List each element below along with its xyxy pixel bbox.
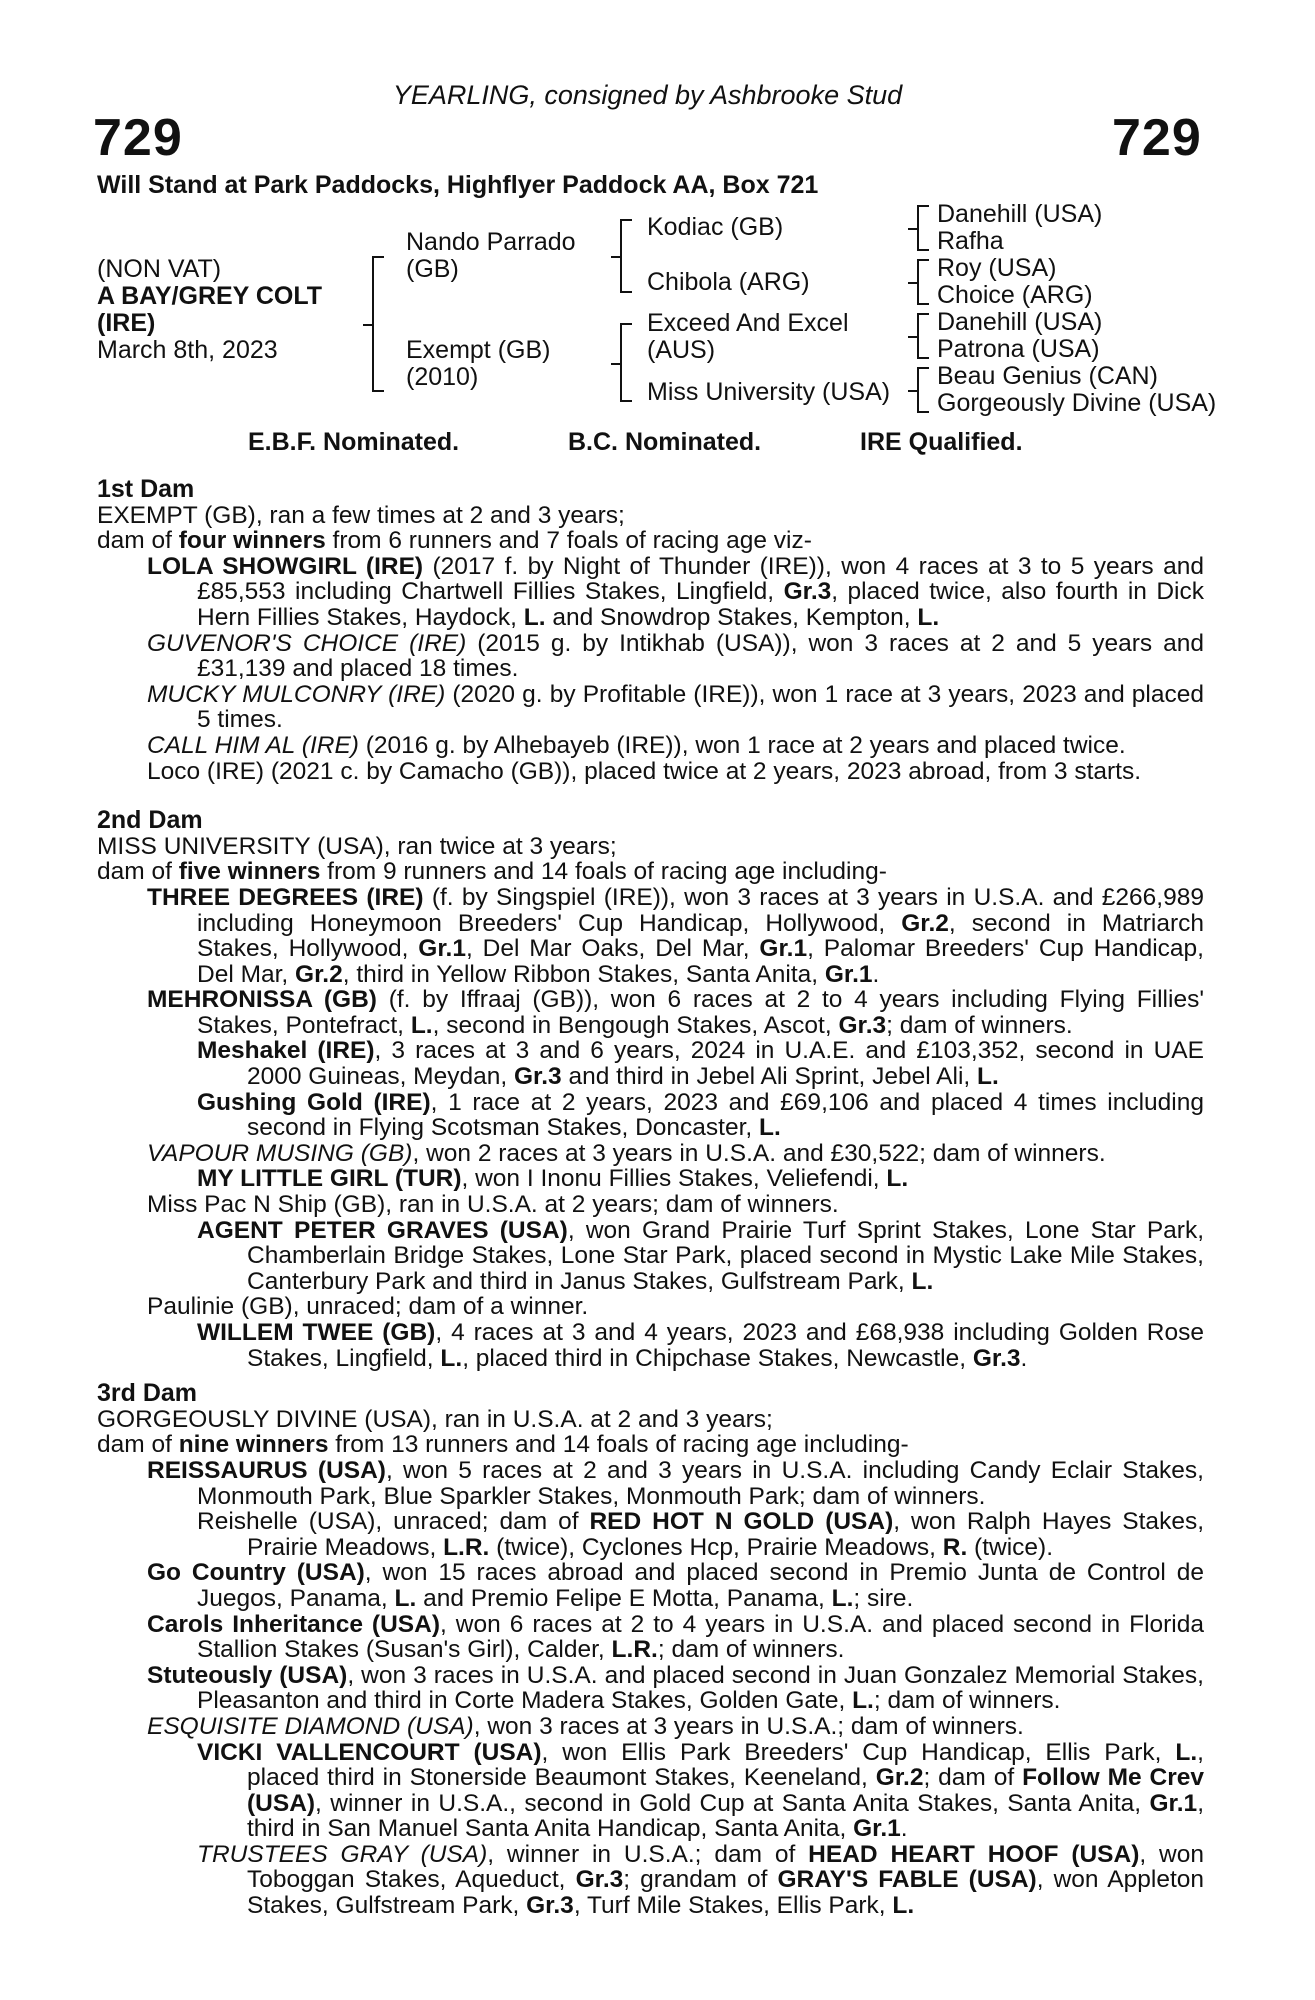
stand-location: Will Stand at Park Paddocks, Highflyer Paddock AA, Box 721 [97, 171, 819, 199]
dam-sire-country: (AUS) [647, 336, 716, 364]
gen3-5: Danehill (USA) [937, 308, 1103, 336]
entry-go-country: Go Country (USA), won 15 races abroad and placed second in Premio Junta de Control de Juegos, Panama, L. and Premio Felipe E Motta, Panama, L.; sire. [147, 1559, 1204, 1612]
sire-dam: Chibola (ARG) [647, 268, 810, 296]
entry-agent-peter-graves: AGENT PETER GRAVES (USA), won Grand Prairie Turf Sprint Stakes, Lone Star Park, Chamberlain Bridge Stakes, Lone Star Park, placed second in Mystic Lake Mile Stakes, Canterbury Park and third in Janus Stakes, Gulfstream Park, L. [197, 1216, 1205, 1295]
entry-vicki-vallencourt: VICKI VALLENCOURT (USA), won Ellis Park Breeders' Cup Handicap, Ellis Park, L., placed third in Stonerside Beaumont Stakes, Keeneland, Gr.2; dam of Follow Me Crev (USA), winner in U.S.A., second in Gold Cup at Santa Anita Stakes, Santa Anita, Gr.1, third in San Manuel Santa Anita Handicap, Santa Anita, Gr.1. [197, 1738, 1204, 1843]
entry-gushing-gold: Gushing Gold (IRE), 1 race at 2 years, 2023 and £69,106 and placed 4 times including second in Flying Scotsman Stakes, Doncaster, L. [197, 1088, 1204, 1142]
gen3-8: Gorgeously Divine (USA) [937, 389, 1217, 417]
entry-reissaurus: REISSAURUS (USA), won 5 races at 2 and 3 years in U.S.A. including Candy Eclair Stakes, Monmouth Park, Blue Sparkler Stakes, Monmouth Park; dam of winners. [147, 1456, 1204, 1510]
entry-stuteously: Stuteously (USA), won 3 races in U.S.A. and placed second in Juan Gonzalez Memorial Stakes, Pleasanton and third in Corte Madera Stakes, Golden Gate, L.; dam of winners. [147, 1661, 1204, 1715]
dam-dam: Miss University (USA) [647, 378, 891, 406]
gen3-3: Roy (USA) [937, 254, 1057, 282]
entry-miss-pac-n-ship: Miss Pac N Ship (GB), ran in U.S.A. at 2 years; dam of winners. [147, 1191, 839, 1219]
entry-vapour-musing: VAPOUR MUSING (GB), won 2 races at 3 years in U.S.A. and £30,522; dam of winners. [147, 1139, 1106, 1167]
entry-mehronissa: MEHRONISSA (GB) (f. by Iffraaj (GB)), won 6 races at 2 to 4 years including Fly﻿ing Fillies' Stakes, Pontefract, L., second in Bengough Stakes, Ascot, Gr.3; dam of winners. [147, 986, 1204, 1039]
entry-guvenors-choice: GUVENOR'S CHOICE (IRE) (2015 g. by Intikhab (USA)), won 3 races at 2 and 5 years and £31,139 and placed 18 times. [147, 629, 1204, 683]
first-dam-produce: dam of four winners from 6 runners and 7 foals of racing age viz- [97, 527, 812, 555]
pedigree-brace [372, 256, 384, 392]
sire-name: Nando Parrado [406, 228, 576, 256]
gen3-7: Beau Genius (CAN) [937, 362, 1158, 390]
dam-name: Exempt (GB) [406, 336, 551, 364]
ebf-nomination: E.B.F. Nominated. [248, 428, 460, 456]
sire-sire: Kodiac (GB) [647, 213, 784, 241]
lot-number-right: 729 [1112, 109, 1202, 167]
section-gap [97, 1371, 1204, 1381]
third-dam-intro: GORGEOUSLY DIVINE (USA), ran in U.S.A. at 2 and 3 years; [97, 1405, 773, 1433]
g3-brace-3 [917, 313, 929, 359]
dam-sire: Exceed And Excel [647, 309, 849, 337]
entry-my-little-girl: MY LITTLE GIRL (TUR), won I Inonu Fillies Stakes, Veliefendi, L. [197, 1165, 909, 1193]
sire-brace [620, 219, 632, 293]
g3-brace-1 [917, 205, 929, 251]
foaling-date: March 8th, 2023 [97, 336, 278, 364]
vat-status: (NON VAT) [97, 255, 222, 283]
horse-country: (IRE) [97, 309, 156, 337]
g3-brace-2 [917, 259, 929, 305]
g3-brace-4 [917, 367, 929, 413]
gen3-4: Choice (ARG) [937, 281, 1093, 309]
entry-esquisite-diamond: ESQUISITE DIAMOND (USA), won 3 races at 3 years in U.S.A.; dam of winners. [147, 1712, 1024, 1740]
entry-call-him-al: CALL HIM AL (IRE) (2016 g. by Alhebayeb (IRE)), won 1 race at 2 years and placed twice. [147, 731, 1126, 759]
first-dam-intro: EXEMPT (GB), ran a few times at 2 and 3 years; [97, 501, 625, 529]
gen3-2: Rafha [937, 227, 1004, 255]
ire-qualification: IRE Qualified. [860, 428, 1023, 456]
entry-carols-inheritance: Carols Inheritance (USA), won 6 races at 2 to 4 years in U.S.A. and placed second in Florida Stallion Stakes (Susan's Girl), Calder, L.R.; dam of winners. [147, 1610, 1204, 1664]
first-dam-heading: 1st Dam [97, 475, 195, 503]
horse-description: A BAY/GREY COLT [97, 282, 323, 310]
dam-produce-record [97, 477, 1204, 1919]
entry-meshakel: Meshakel (IRE), 3 races at 3 and 6 years, 2024 in U.A.E. and £103,352, second in UAE 2000 Guineas, Meydan, Gr.3 and third in Jebel Ali Sprint, Jebel Ali, L. [197, 1037, 1204, 1091]
entry-three-degrees: THREE DEGREES (IRE) (f. by Singspiel (IRE)), won 3 races at 3 years in U.S.A. and £266,989 including Honeymoon Breeders' Cup Handicap, Hollywood, Gr.2, second in Matriarch Stakes, Hollywood, Gr.1, Del Mar Oaks, Del Mar, Gr.1, Palomar Breeders' Cup Handicap, Del Mar, Gr.2, third in Yellow Ribbon Stakes, Santa Anita, Gr.1. [147, 883, 1204, 988]
consignor-subtitle: YEARLING, consigned by Ashbrooke Stud [392, 80, 903, 110]
entry-paulinie: Paulinie (GB), unraced; dam of a winner. [147, 1293, 589, 1321]
entry-reishelle: Reishelle (USA), unraced; dam of RED HOT N GOLD (USA), won Ralph Hayes Stakes, Prairie Meadows, L.R. (twice), Cyclones Hcp, Prairie Meadows, R. (twice). [197, 1508, 1204, 1561]
dam-brace [620, 323, 632, 402]
entry-willem-twee: WILLEM TWEE (GB), 4 races at 3 and 4 years, 2023 and £68,938 including Golden Rose Stakes, Lingfield, L., placed third in Chipchase Stakes, Newcastle, Gr.3. [197, 1319, 1204, 1372]
gen3-6: Patrona (USA) [937, 335, 1100, 363]
section-gap [97, 784, 1204, 808]
third-dam-produce: dam of nine winners from 13 runners and 14 foals of racing age including- [97, 1431, 909, 1459]
second-dam-intro: MISS UNIVERSITY (USA), ran twice at 3 years; [97, 832, 617, 860]
third-dam-heading: 3rd Dam [97, 1379, 198, 1408]
entry-loco: Loco (IRE) (2021 c. by Camacho (GB)), placed twice at 2 years, 2023 abroad, from 3 starts. [147, 757, 1142, 785]
gen3-1: Danehill (USA) [937, 200, 1103, 228]
lot-number-left: 729 [93, 109, 183, 167]
entry-lola-showgirl: LOLA SHOWGIRL (IRE) (2017 f. by Night of Thunder (IRE)), won 4 races at 3 to 5 years and £85,553 including Chartwell Fillies Stakes, Lingfield, Gr.3, placed twice, also fourth in Dick Hern Fillies Stakes, Haydock, L. and Snowdrop Stakes, Kempton, L. [147, 552, 1204, 631]
sire-country: (GB) [406, 255, 459, 283]
second-dam-produce: dam of five winners from 9 runners and 14 foals of racing age including- [97, 858, 887, 886]
dam-year: (2010) [406, 363, 479, 391]
entry-mucky-mulconry: MUCKY MULCONRY (IRE) (2020 g. by Profitable (IRE)), won 1 race at 3 years, 2023 and placed 5 times. [147, 680, 1204, 734]
second-dam-heading: 2nd Dam [97, 806, 203, 835]
entry-trustees-gray: TRUSTEES GRAY (USA), winner in U.S.A.; dam of HEAD HEART HOOF (USA), won Toboggan Stakes, Aqueduct, Gr.3; grandam of GRAY'S FABLE (USA), won Appleton Stakes, Gulfstream Park, Gr.3, Turf Mile Stakes, Ellis Park, L. [197, 1840, 1205, 1920]
bc-nomination: B.C. Nominated. [568, 428, 762, 456]
